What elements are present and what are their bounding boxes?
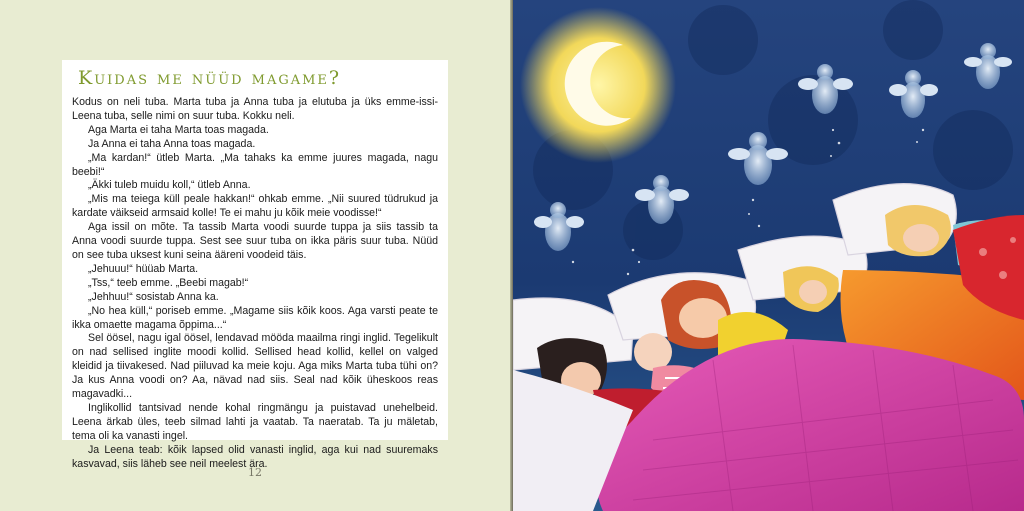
paragraph: Ja Leena teab: kõik lapsed olid vanasti inglid, aga kui nad suuremaks kasvavad, siis läheb see neil meelest ära. — [72, 443, 438, 470]
text-box — [62, 60, 448, 470]
paragraph: Aga issil on mõte. Ta tassib Marta voodi suurde tuppa ja siis tassib ta Anna voodi suurde tuppa. Sest see suur tuba on ikka päris suur tuba. Nüüd on see tuba uksest kuni seina ääreni voodeid täis. — [72, 221, 438, 261]
paragraph: Aga Marta ei taha Marta toas magada. — [88, 123, 269, 136]
paragraph: „Jehhuu!“ sosistab Anna ka. — [88, 290, 219, 303]
paragraph: „Tss,“ teeb emme. „Beebi magab!“ — [88, 276, 249, 289]
paragraph: „Jehuuu!“ hüüab Marta. — [88, 262, 199, 275]
chapter-title: Kuidas me nüüd magame? — [78, 67, 342, 89]
night-family-sleeping-illustration — [513, 0, 1024, 511]
paragraph: „Äkki tuleb muidu koll,“ ütleb Anna. — [88, 179, 251, 192]
paragraph: Inglikollid tantsivad nende kohal ringmängu ja puistavad unehelbeid. Leena ärkab üles, teeb silmad lahti ja vaatab. Ta naeratab. Ta ju mäletab, tema oli ka vanasti ingel. — [72, 401, 438, 442]
story-text — [72, 96, 438, 471]
paragraph: „Mis ma teiega küll peale hakkan!“ ohkab emme. „Nii suured tüdrukud ja kardate väikseid armsaid kolle! Te ei mahu ju kõik meie voodisse!“ — [72, 193, 438, 220]
paragraph: Sel öösel, nagu igal öösel, lendavad mööda maailma ringi inglid. Tegelikult on nad sellised inglite moodi kollid. Sellised head kollid, kellel on valged kleidid ja tiivakesed. Nad piiluvad ka meie koju. Aga miks Marta tuba tühi on? Ja kus Anna voodi on? Aa, nävad nad siis. Seal nad kõik üheskoos reas magavadki... — [72, 332, 438, 401]
paragraph: Kodus on neli tuba. Marta tuba ja Anna tuba ja elutuba ja üks emme-issi-Leena tuba, selle nimi on suur tuba. Kokku neli. — [72, 96, 438, 122]
right-page — [513, 0, 1024, 511]
moon-glow — [520, 7, 676, 163]
page-number: 12 — [248, 466, 262, 479]
paragraph: Ja Anna ei taha Anna toas magada. — [88, 137, 256, 150]
paragraph: „No hea küll,“ poriseb emme. „Magame siis kõik koos. Aga varsti peate te ikka omaette magama õppima...“ — [72, 304, 438, 331]
paragraph: „Ma kardan!“ ütleb Marta. „Ma tahaks ka emme juures magada, nagu beebi!“ — [72, 151, 438, 178]
